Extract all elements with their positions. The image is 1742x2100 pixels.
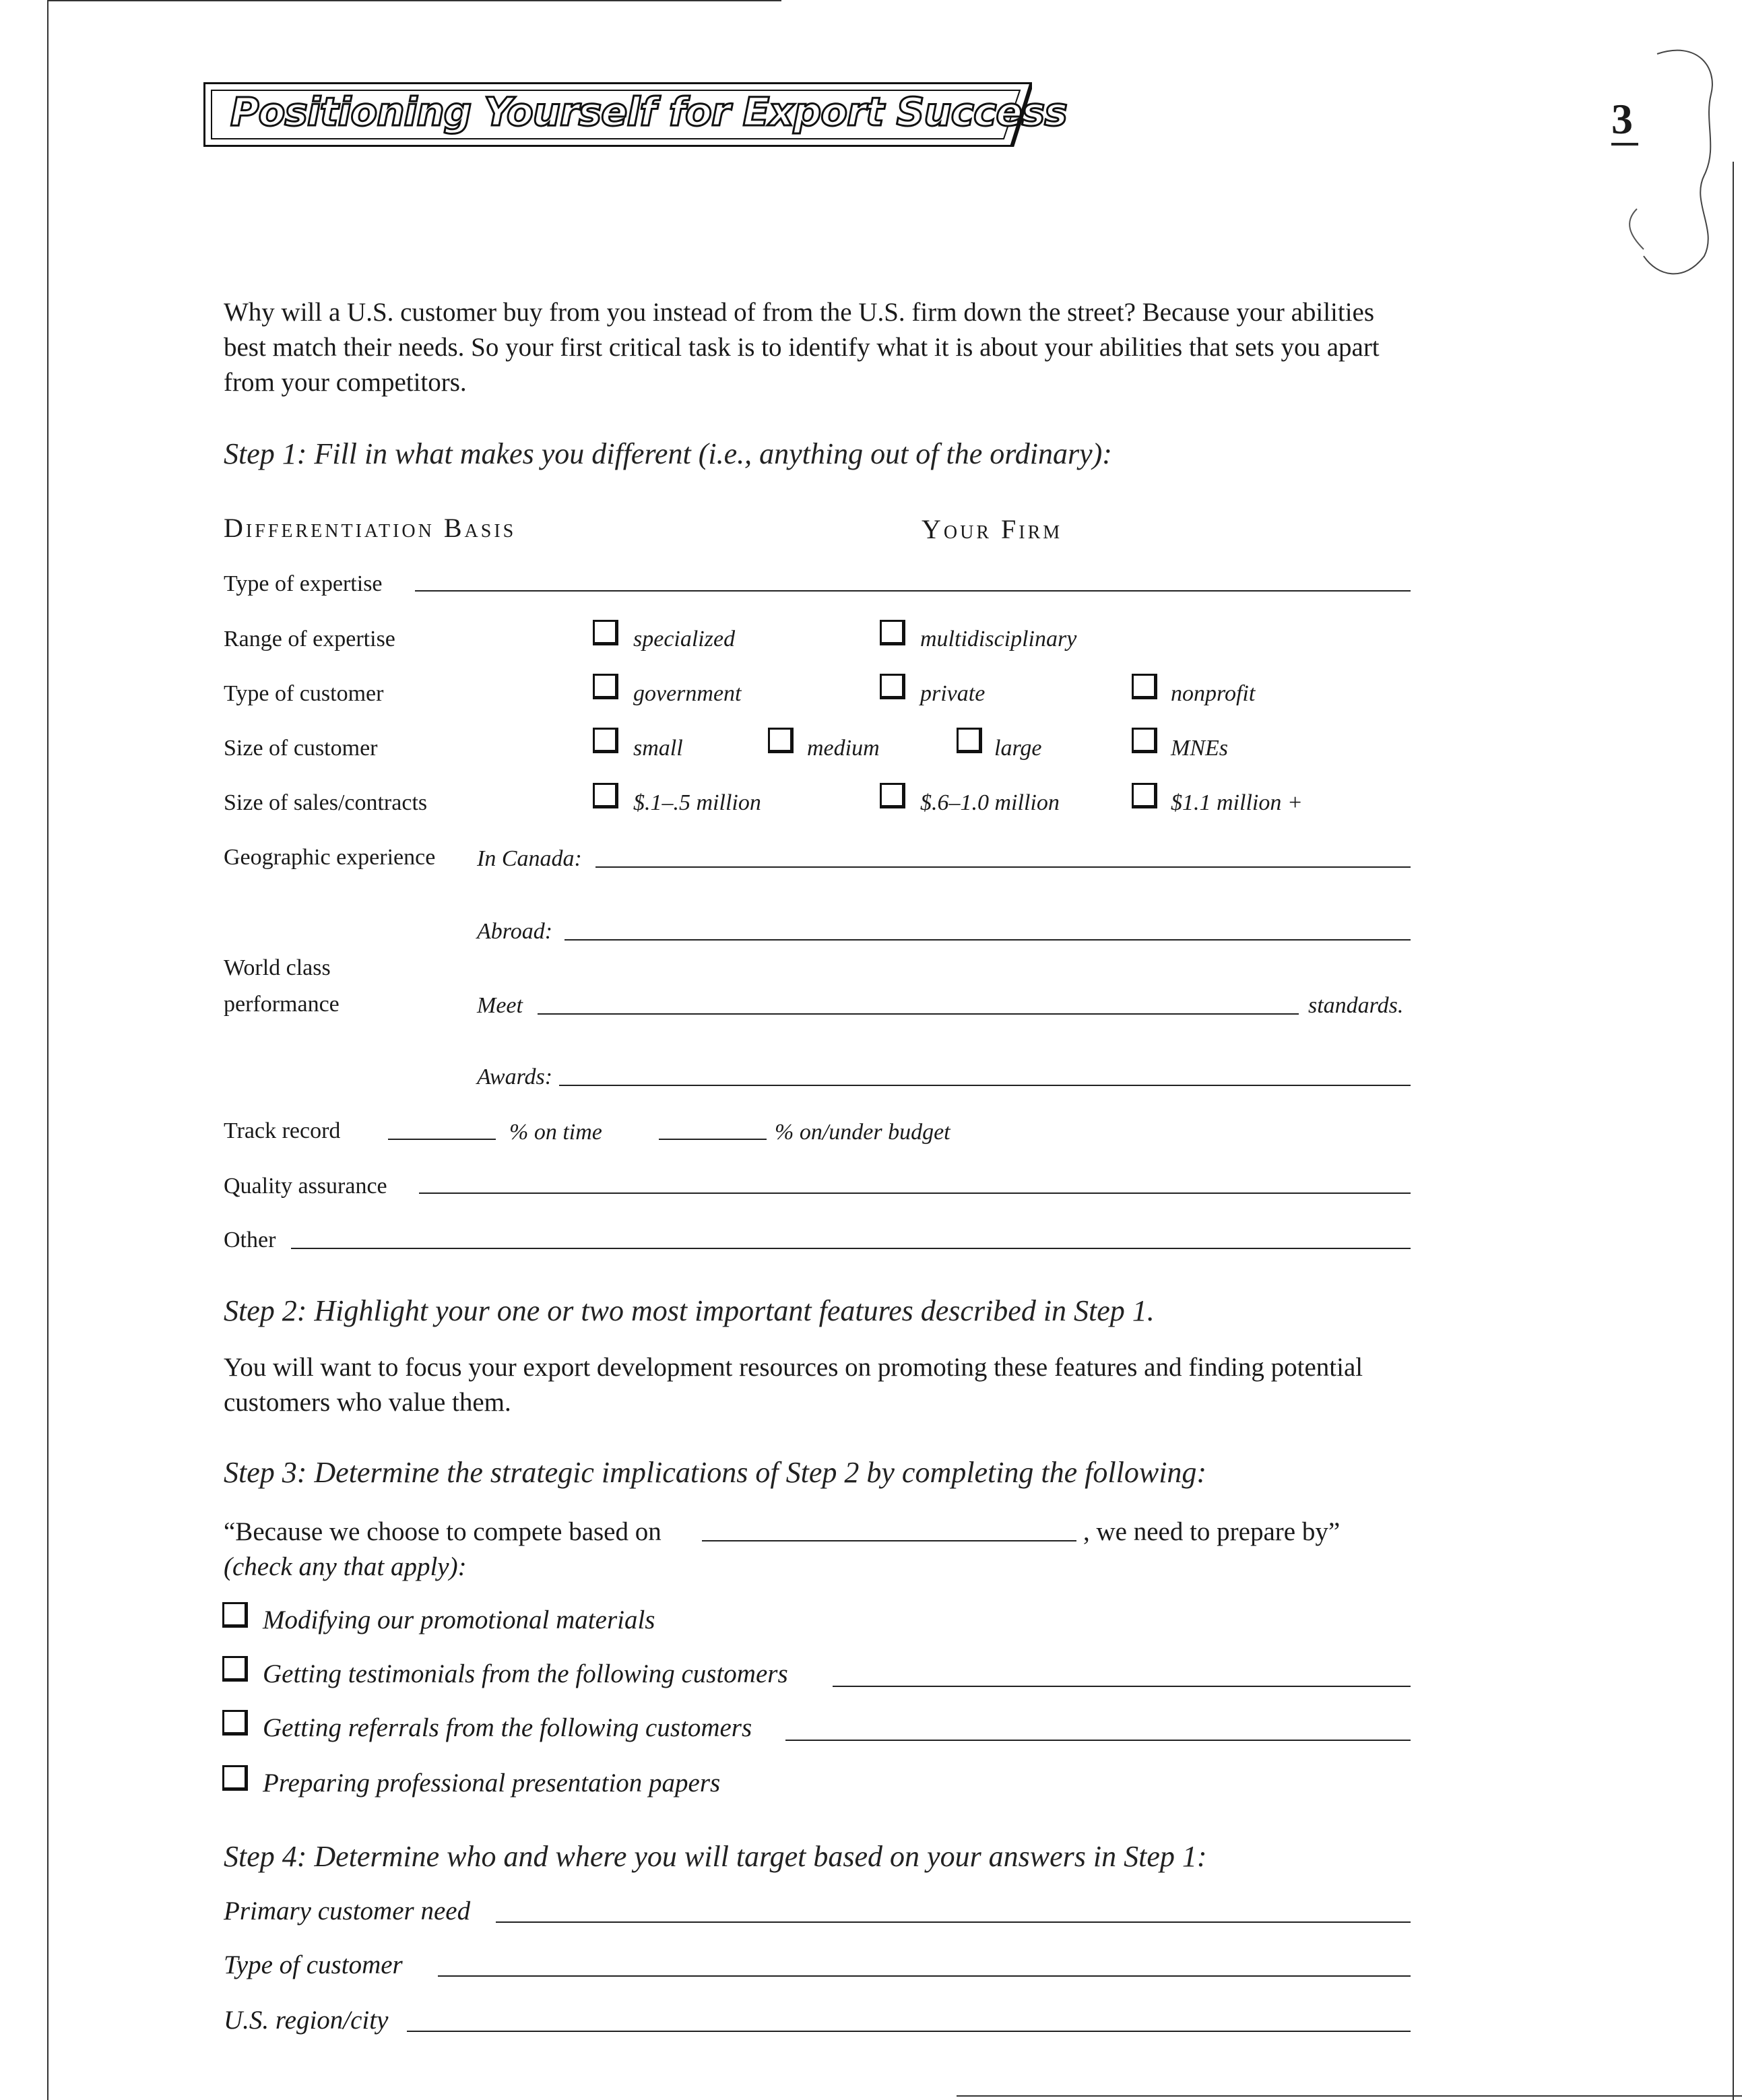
checkbox-referrals[interactable] (222, 1710, 248, 1736)
step3-heading: Step 3: Determine the strategic implications of Step 2 by completing the following: (224, 1456, 1207, 1489)
primary-need-label: Primary customer need (224, 1897, 471, 1926)
performance-label: performance (224, 992, 340, 1017)
step3-check-note: (check any that apply): (224, 1552, 467, 1581)
option-private: private (920, 681, 986, 706)
option-sales-medium: $.6–1.0 million (920, 790, 1060, 815)
option-sales-large: $1.1 million + (1171, 790, 1303, 815)
type-of-expertise-field[interactable] (415, 590, 1411, 592)
size-of-sales-label: Size of sales/contracts (224, 790, 428, 815)
option-nonprofit: nonprofit (1171, 681, 1256, 706)
option-specialized: specialized (633, 627, 736, 651)
geographic-experience-label: Geographic experience (224, 845, 436, 870)
type-of-expertise-label: Type of expertise (224, 571, 383, 596)
step3-quote-end: , we need to prepare by” (1083, 1517, 1341, 1546)
quality-assurance-field[interactable] (419, 1192, 1411, 1194)
other-field[interactable] (291, 1248, 1411, 1249)
option-presentation-papers: Preparing professional presentation papers (263, 1769, 721, 1797)
option-multidisciplinary: multidisciplinary (920, 627, 1077, 651)
on-time-field[interactable] (388, 1139, 496, 1140)
step3-quote-start: “Because we choose to compete based on (224, 1517, 662, 1546)
option-sales-small: $.1–.5 million (633, 790, 761, 815)
right-edge-line (1733, 162, 1734, 2100)
on-budget-label: % on/under budget (775, 1120, 950, 1145)
checkbox-nonprofit[interactable] (1132, 674, 1157, 699)
range-of-expertise-label: Range of expertise (224, 627, 395, 651)
checkbox-private[interactable] (880, 674, 905, 699)
standards-label: standards. (1308, 993, 1404, 1018)
checkbox-multidisciplinary[interactable] (880, 620, 905, 645)
region-city-label: U.S. region/city (224, 2006, 389, 2035)
step4-type-customer-label: Type of customer (224, 1950, 403, 1979)
quality-assurance-label: Quality assurance (224, 1174, 387, 1199)
region-city-field[interactable] (407, 2031, 1411, 2032)
in-canada-label: In Canada: (477, 846, 582, 871)
checkbox-small[interactable] (593, 728, 618, 753)
size-of-customer-label: Size of customer (224, 736, 378, 761)
testimonials-field[interactable] (833, 1686, 1411, 1687)
checkbox-government[interactable] (593, 674, 618, 699)
step4-type-customer-field[interactable] (438, 1975, 1411, 1977)
option-mnes: MNEs (1171, 736, 1228, 761)
left-margin-line (47, 0, 49, 2100)
step4-heading: Step 4: Determine who and where you will target based on your answers in Step 1: (224, 1840, 1207, 1873)
track-record-label: Track record (224, 1118, 341, 1143)
checkbox-sales-medium[interactable] (880, 783, 905, 808)
abroad-label: Abroad: (477, 919, 553, 944)
page-number: 3 (1611, 95, 1633, 143)
in-canada-field[interactable] (595, 866, 1411, 868)
option-testimonials: Getting testimonials from the following customers (263, 1659, 788, 1688)
primary-need-field[interactable] (496, 1921, 1411, 1923)
title-banner (203, 82, 1067, 147)
on-budget-field[interactable] (659, 1139, 767, 1140)
checkbox-presentation-papers[interactable] (222, 1765, 248, 1791)
checkbox-modify-promotional[interactable] (222, 1602, 248, 1628)
column-header-your-firm: Your Firm (922, 514, 1063, 544)
abroad-field[interactable] (564, 939, 1411, 941)
decorative-ring-binding (1617, 40, 1738, 296)
option-referrals: Getting referrals from the following customers (263, 1713, 752, 1742)
checkbox-testimonials[interactable] (222, 1656, 248, 1682)
step2-heading: Step 2: Highlight your one or two most important features described in Step 1. (224, 1294, 1155, 1327)
column-header-differentiation: Differentiation Basis (224, 513, 517, 543)
awards-label: Awards: (477, 1064, 553, 1089)
checkbox-sales-large[interactable] (1132, 783, 1157, 808)
on-time-label: % on time (509, 1120, 602, 1145)
option-modify-promotional: Modifying our promotional materials (263, 1605, 655, 1634)
step2-text: You will want to focus your export development resources on promoting these features and finding potential customers who value them. (224, 1353, 1363, 1417)
type-of-customer-label: Type of customer (224, 681, 384, 706)
compete-basis-field[interactable] (702, 1540, 1076, 1541)
option-medium: medium (807, 736, 880, 761)
intro-paragraph: Why will a U.S. customer buy from you instead of from the U.S. firm down the street? Because your abilities best match their needs. So your first critical task is to identify what it is about your abilities that sets you apart from your competitors. (224, 298, 1380, 397)
meet-label: Meet (477, 993, 523, 1018)
option-large: large (994, 736, 1042, 761)
awards-field[interactable] (559, 1085, 1411, 1086)
top-border-line (47, 0, 781, 1)
checkbox-mnes[interactable] (1132, 728, 1157, 753)
meet-standards-field[interactable] (538, 1013, 1299, 1015)
world-class-label: World class (224, 955, 331, 980)
option-government: government (633, 681, 742, 706)
checkbox-specialized[interactable] (593, 620, 618, 645)
other-label: Other (224, 1228, 276, 1252)
referrals-field[interactable] (785, 1740, 1411, 1741)
checkbox-large[interactable] (957, 728, 982, 753)
bottom-border-line (957, 2095, 1742, 2097)
page-title: Positioning Yourself for Export Success (230, 89, 1067, 135)
step1-heading: Step 1: Fill in what makes you different (i.e., anything out of the ordinary): (224, 437, 1112, 470)
option-small: small (633, 736, 683, 761)
checkbox-medium[interactable] (768, 728, 794, 753)
checkbox-sales-small[interactable] (593, 783, 618, 808)
